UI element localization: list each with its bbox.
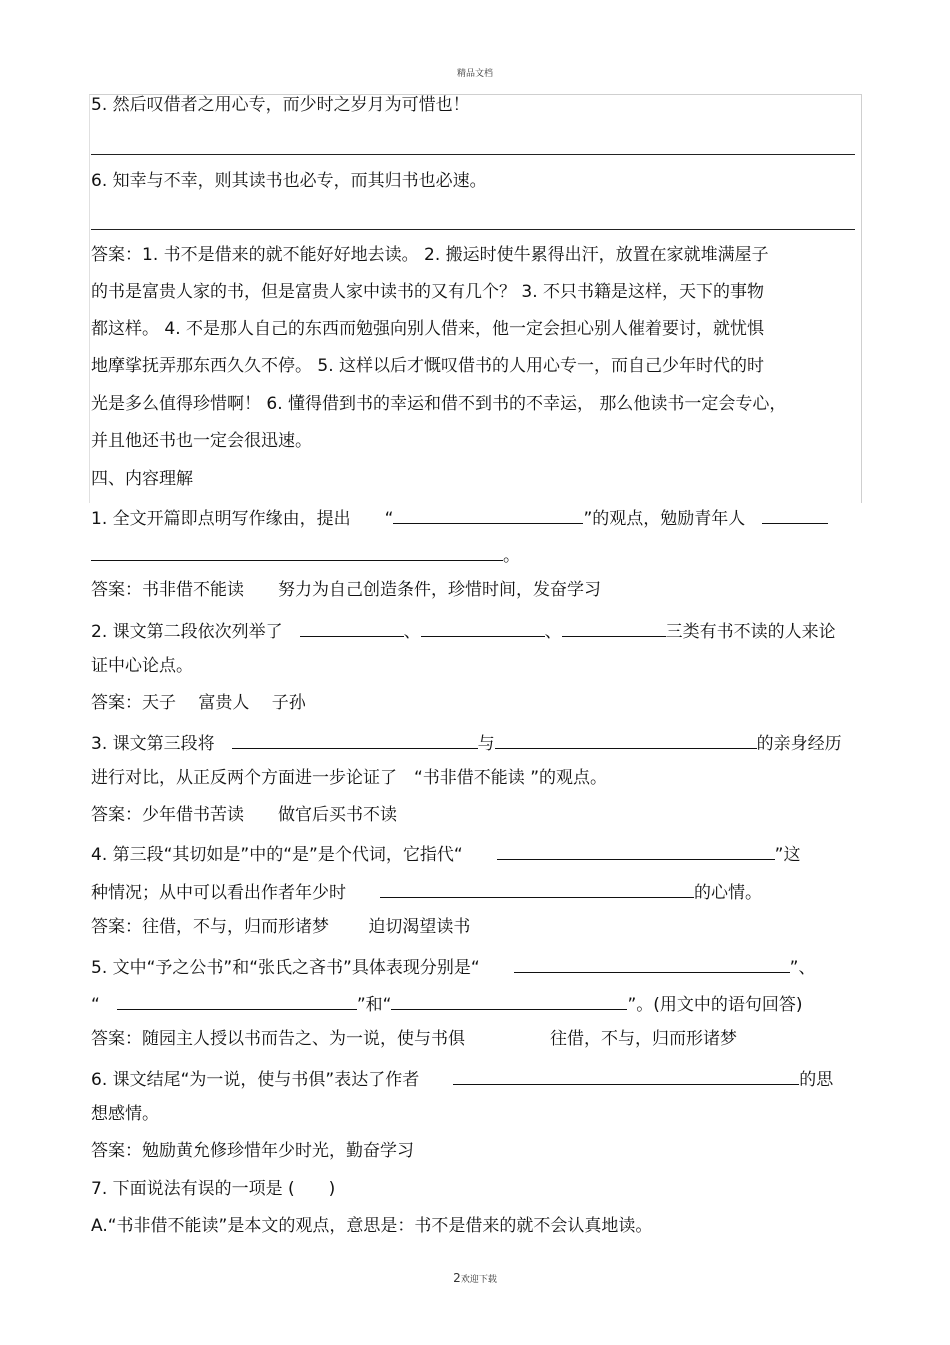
blank [497,842,775,860]
question-2-cont: 证中心论点。 [91,656,193,676]
blank [762,506,828,524]
answer-2: 答案：天子 富贵人 子孙 [91,693,306,713]
blank [495,731,757,749]
question-6: 6. 课文结尾“为一说，使与书俱”表达了作者 的思 [91,1067,833,1090]
question-4: 4. 第三段“其切如是”中的“是”是个代词，它指代“ ”这 [91,842,800,865]
question-7: 7. 下面说法有误的一项是 ( ) [91,1179,336,1199]
blank [380,880,694,898]
footer-text: 欢迎下载 [460,1275,497,1285]
blank [117,992,357,1010]
answer-line-5 [91,154,855,155]
translation-answer-line: 光是多么值得珍惜啊！ 6. 懂得借到书的幸运和借不到书的不幸运， 那么他读书一定会专心， [91,394,787,414]
blank [232,731,478,749]
question-3: 3. 课文第三段将 与 的亲身经历 [91,731,842,754]
question-5: 5. 文中“予之公书”和“张氏之吝书”具体表现分别是“ ”、 [91,955,815,978]
translation-answer-line: 答案：1. 书不是借来的就不能好好地去读。 2. 搬运时使牛累得出汗，放置在家就堆满屋子 [91,245,769,265]
blank [421,619,545,637]
answer-line-6 [91,229,855,230]
blank [453,1067,799,1085]
question-4-cont: 种情况；从中可以看出作者年少时 的心情。 [91,880,762,903]
answer-4: 答案：往借，不与，归而形诸梦 迫切渴望读书 [91,917,471,937]
translation-answer-line: 都这样。 4. 不是那人自己的东西而勉强向别人借来，他一定会担心别人催着要讨，就忧惧 [91,319,765,339]
question-5-cont: “ ”和“ ”。(用文中的语句回答) [91,992,803,1015]
answer-6: 答案：勉励黄允修珍惜年少时光，勤奋学习 [91,1141,414,1161]
translation-answer-line: 的书是富贵人家的书，但是富贵人家中读书的又有几个？ 3. 不只书籍是这样，天下的事物 [91,282,765,302]
question-7-option-a: A.“书非借不能读”是本文的观点，意思是：书不是借来的就不会认真地读。 [91,1216,653,1236]
question-1: 1. 全文开篇即点明写作缘由，提出 “ ”的观点，勉励青年人 [91,506,828,529]
blank [300,619,404,637]
blank [393,506,583,524]
blank [514,955,790,973]
question-6-cont: 想感情。 [91,1104,159,1124]
question-3-cont: 进行对比，从正反两个方面进一步论证了 “书非借不能读 ”的观点。 [91,768,608,788]
page-footer [0,1271,950,1285]
translation-answer-line: 并且他还书也一定会很迅速。 [91,431,312,451]
answer-3: 答案：少年借书苦读 做官后买书不读 [91,805,397,825]
section-title: 四、内容理解 [91,469,193,489]
blank [91,543,503,561]
answer-1: 答案：书非借不能读 努力为自己创造条件，珍惜时间，发奋学习 [91,580,601,600]
page-number: 2 [453,1271,461,1285]
translation-answer-line: 地摩挲抚弄那东西久久不停。 5. 这样以后才慨叹借书的人用心专一，而自己少年时代的时 [91,356,765,376]
page-header: 精品文档 [456,69,493,79]
blank [562,619,666,637]
answer-5: 答案：随园主人授以书而告之、为一说，使与书俱 往借，不与，归而形诸梦 [91,1029,737,1049]
question-1-cont: 。 [91,543,520,566]
translation-q6: 6. 知幸与不幸，则其读书也必专，而其归书也必速。 [91,171,487,191]
question-2: 2. 课文第二段依次列举了 、 、 三类有书不读的人来论 [91,619,836,642]
translation-q5: 5. 然后叹借者之用心专，而少时之岁月为可惜也！ [91,95,470,115]
blank [391,992,627,1010]
